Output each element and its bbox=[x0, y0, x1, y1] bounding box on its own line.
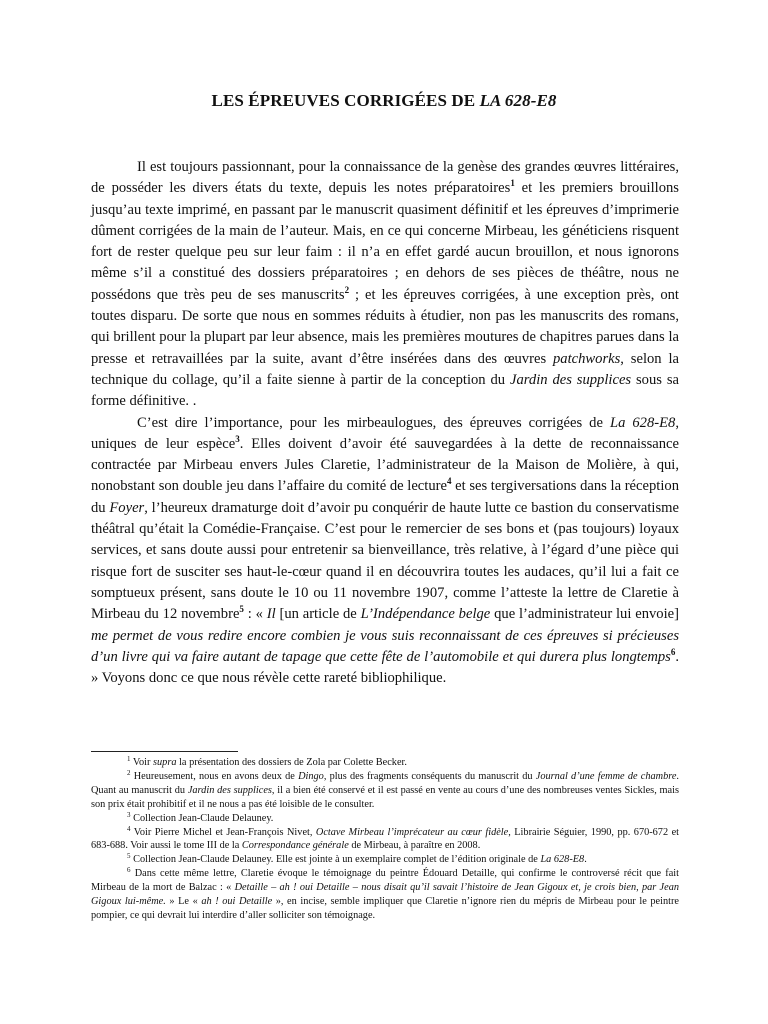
footnote-number: 2 bbox=[127, 768, 131, 777]
footnote-6 bbox=[91, 867, 679, 923]
italic-title: La 628-E8 bbox=[609, 414, 676, 431]
footnote-number: 5 bbox=[127, 852, 131, 861]
italic-title: Octave Mirbeau l’imprécateur au cœur fidèle bbox=[315, 826, 509, 838]
italic-title: Jardin des supplices bbox=[509, 371, 632, 388]
paragraph-1 bbox=[91, 157, 679, 413]
main-text bbox=[91, 157, 679, 689]
text-run: » Le « bbox=[165, 896, 202, 908]
italic-quote: ah ! oui Detaille bbox=[201, 896, 273, 908]
footnote-divider bbox=[91, 751, 238, 752]
text-run: . Elles doivent d’avoir été sauvegardées à la dette de reconnaissance contractée par Mirbeau envers Jules Claretie, l’administrateur de la Maison de Molière, à qui, nonobstant son double jeu dans l’affaire du comité de lecture bbox=[91, 435, 679, 495]
text-run: . » Voyons donc ce que nous révèle cette rareté bibliophilique. bbox=[91, 648, 679, 687]
footnote-ref-4[interactable]: 4 bbox=[446, 476, 452, 487]
text-run: Collection Jean-Claude Delauney. bbox=[130, 812, 274, 824]
text-run: Voir Pierre Michel et Jean-François Nivet, bbox=[130, 826, 316, 838]
text-run: : « bbox=[243, 606, 267, 623]
text-run: [un article de bbox=[275, 606, 361, 623]
text-run: Dans cette même lettre, Claretie évoque le témoignage du peintre Édouard Detaille, qui confirme le controversé récit que fait Mirbeau de la mort de Balzac : « bbox=[91, 868, 679, 894]
text-run: , plus des fragments conséquents du manuscrit du bbox=[323, 770, 536, 782]
title-italic: LA 628-E8 bbox=[479, 91, 557, 110]
text-run: , uniques de leur espèce bbox=[91, 414, 679, 452]
italic-term: supra bbox=[153, 757, 177, 768]
footnote-number: 1 bbox=[127, 755, 131, 763]
text-run: sous sa forme définitive. . bbox=[91, 371, 680, 410]
italic-title: La 628-E8 bbox=[540, 854, 585, 866]
text-run: , il a bien été conservé et il est passé en vente au cours d’une des nombreuses ventes Sickles, mais son prix était prohibitif et il ne nous a pas été loisible de le consulter. bbox=[91, 784, 679, 810]
footnote-ref-1[interactable]: 1 bbox=[510, 178, 515, 189]
italic-quote: Il bbox=[266, 606, 276, 623]
text-run: , l’heureux dramaturge doit d’avoir pu conquérir de haute lutte ce bastion du conservatisme théâtral qu’était la Comédie-Française. C’est pour le remercier de ses bons et (pas toujours) loyaux services, et sans doute aussi pour entretenir sa bienveillance, très relative, à l’égard d’une pièce qui risque fort de susciter ses haut-le-cœur quand il en découvrira toutes les audaces, qu’il lui a fait ce somptueux présent, sans doute le 10 ou 11 novembre 1907, comme l’atteste la lettre de Claretie à Mirbeau du 12 novembre bbox=[91, 499, 679, 623]
page-title bbox=[0, 91, 768, 111]
italic-title: Jardin des supplices bbox=[187, 784, 272, 796]
text-run: Collection Jean-Claude Delauney. Elle est jointe à un exemplaire complet de l’édition originale de bbox=[130, 854, 541, 866]
text-run: Il est toujours passionnant, pour la connaissance de la genèse des grandes œuvres littéraires, de posséder les divers états du texte, depuis les notes préparatoires bbox=[91, 159, 679, 197]
text-run: et les premiers brouillons jusqu’au texte imprimé, en passant par le manuscrit quasiment définitif et les épreuves d’imprimerie dûment corrigées de la main de l’auteur. Mais, en ce qui concerne Mirbeau, les généticiens risquent fort de rester quelque peu sur leur faim : il n’a en effet gardé aucun brouillon, et nous ignorons même s’il a constitué des dossiers préparatoires ; en dehors de ses pièces de théâtre, nous ne possédons que très peu de ses manuscrits bbox=[91, 180, 679, 303]
footnote-1 bbox=[91, 756, 679, 770]
footnote-ref-2[interactable]: 2 bbox=[344, 284, 350, 295]
text-run: ; et les épreuves corrigées, à une exception près, ont toutes disparu. De sorte que nous en sommes réduits à étudier, non pas les manuscrits des romans, qui brillent pour la plupart par leur absence, mais les premières moutures de chapitres parues dans la presse et retravaillées par la suite, avant d’être insérées dans des œuvres bbox=[91, 286, 679, 367]
text-run: Voir bbox=[130, 757, 154, 768]
text-run: que l’administrateur lui envoie] bbox=[490, 606, 679, 623]
text-run: la présentation des dossiers de Zola par Colette Becker. bbox=[176, 757, 407, 768]
footnote-2 bbox=[91, 770, 679, 812]
text-run: . bbox=[584, 854, 587, 866]
footnote-ref-6[interactable]: 6 bbox=[670, 646, 676, 657]
footnote-ref-5[interactable]: 5 bbox=[239, 604, 244, 615]
italic-quote: me permet de vous redire encore combien je vous suis reconnaissant de ces épreuves si précieuses d’un livre qui va faire autant de tapage que cette fête de l’automobile et qui durera plus longtemps bbox=[91, 627, 679, 665]
text-run: , selon la technique du collage, qu’il a faite sienne à partir de la conception du bbox=[91, 350, 679, 388]
footnote-number: 3 bbox=[127, 810, 131, 819]
text-run: et ses tergiversations dans la réception du bbox=[91, 478, 679, 516]
text-run: Heureusement, nous en avons deux de bbox=[130, 770, 299, 782]
italic-quote: Detaille – ah ! oui Detaille – nous disait qu’il savait l’histoire de Jean Gigoux et, je crois bien, par Jean Gigoux lui-même. bbox=[91, 882, 679, 908]
text-run: de Mirbeau, à paraître en 2008. bbox=[348, 840, 481, 852]
italic-term: patchworks bbox=[552, 350, 621, 367]
paragraph-2 bbox=[91, 413, 679, 690]
title-text: LES ÉPREUVES CORRIGÉES DE bbox=[211, 91, 480, 110]
text-run: C’est dire l’importance, pour les mirbeaulogues, des épreuves corrigées de bbox=[137, 414, 610, 431]
text-run: . Quant au manuscrit du bbox=[91, 770, 679, 796]
footnote-ref-3[interactable]: 3 bbox=[235, 433, 240, 444]
italic-title: Journal d’une femme de chambre bbox=[535, 770, 677, 782]
text-run: , Librairie Séguier, 1990, pp. 670-672 et 683-688. Voir aussi le tome III de la bbox=[91, 826, 680, 852]
footnote-5 bbox=[91, 853, 679, 867]
italic-title: Foyer bbox=[109, 499, 145, 516]
italic-title: Correspondance générale bbox=[241, 840, 349, 852]
footnote-number: 6 bbox=[127, 866, 131, 875]
italic-title: L’Indépendance belge bbox=[360, 606, 491, 623]
footnote-number: 4 bbox=[127, 824, 131, 833]
footnote-3 bbox=[91, 812, 679, 826]
text-run: », en incise, semble impliquer que Claretie n’ignore rien du mépris de Mirbeau pour le peintre pompier, ce qui devrait lui interdire d’aller solliciter son témoignage. bbox=[91, 896, 679, 921]
footnote-4 bbox=[91, 826, 679, 854]
footnotes bbox=[91, 756, 679, 923]
italic-title: Dingo bbox=[298, 770, 324, 782]
